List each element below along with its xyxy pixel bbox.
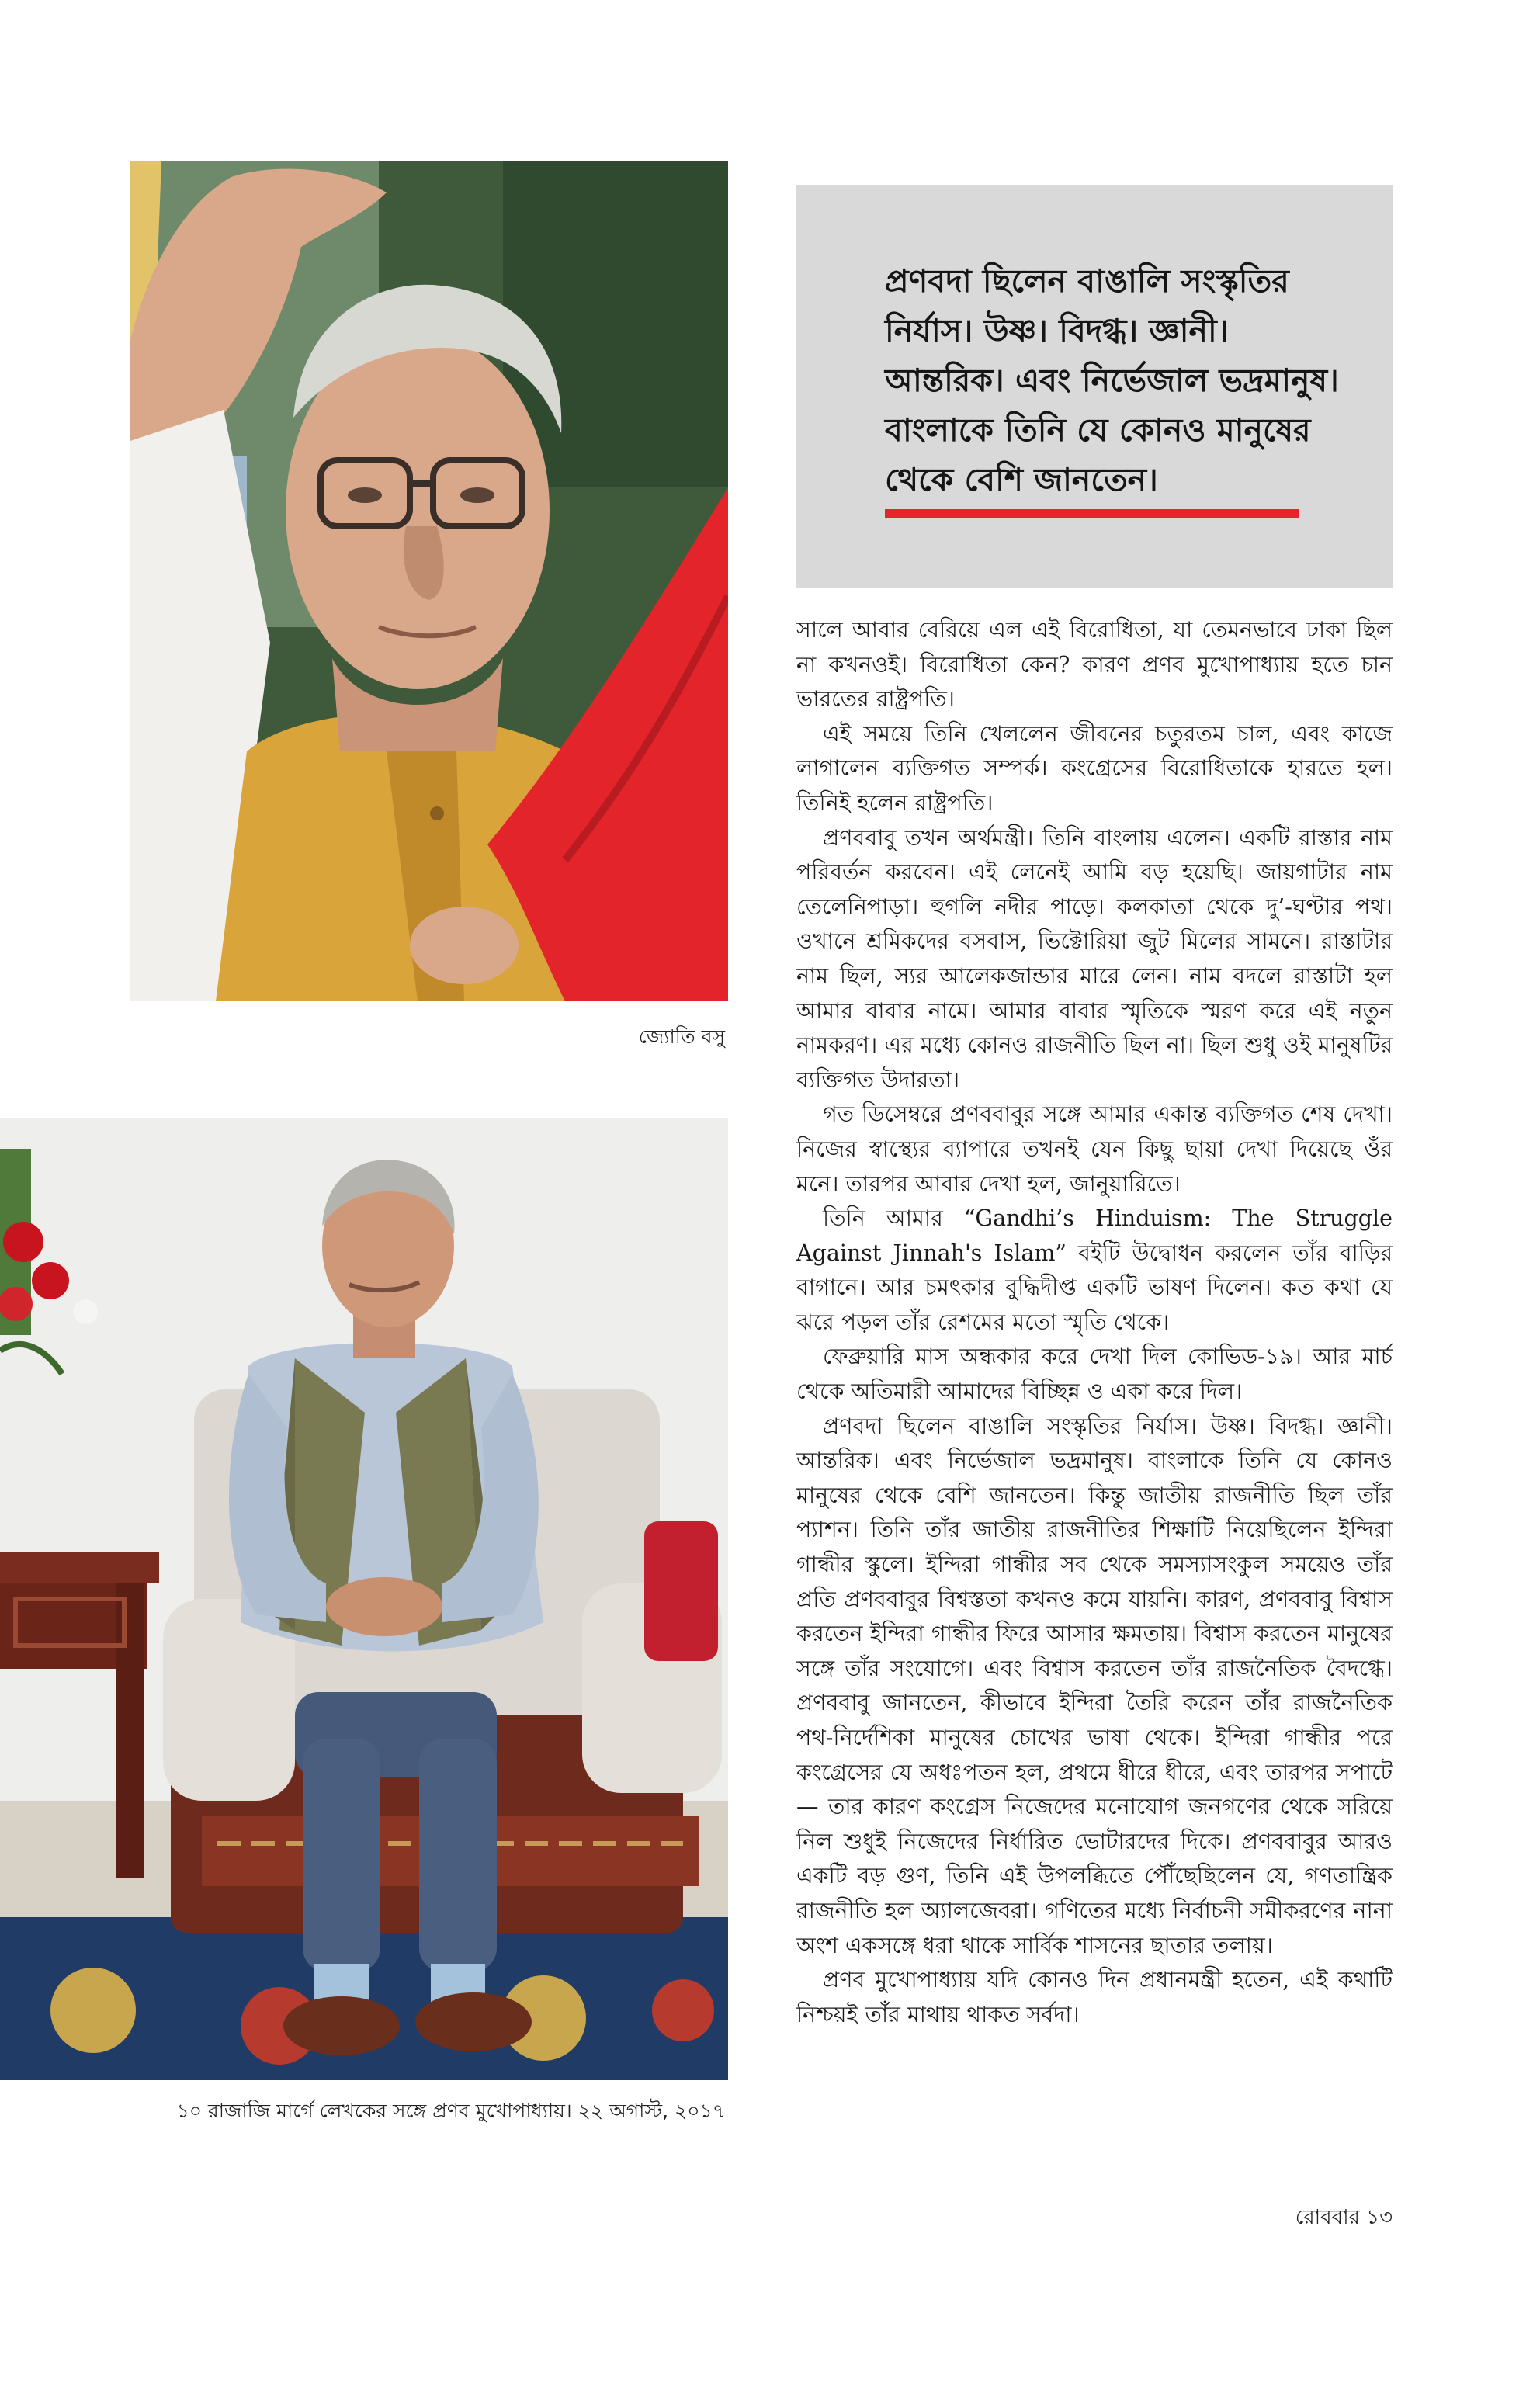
pull-quote-box xyxy=(796,185,1393,588)
portrait-photo xyxy=(130,161,728,1001)
article-paragraph: প্রণব মুখোপাধ্যায় যদি কোনও দিন প্রধানমন্ত্রী হতেন, এই কথাটি নিশ্চয়ই তাঁর মাথায় থাকত সর্বদা। xyxy=(796,1967,1393,2027)
page-footer-label: রোববার ১৩ xyxy=(1295,2206,1393,2229)
portrait-illustration xyxy=(130,161,728,1001)
article-paragraph: গত ডিসেম্বরে প্রণববাবুর সঙ্গে আমার একান্ত ব্যক্তিগত শেষ দেখা। নিজের স্বাস্থ্যের ব্যাপারে তখনই যেন কিছু ছায়া দেখা দিয়েছে ওঁর মনে। তারপর আবার দেখা হল, জানুয়ারিতে। xyxy=(796,1101,1393,1197)
article-paragraph: সালে আবার বেরিয়ে এল এই বিরোধিতা, যা তেমনভাবে ঢাকা ছিল না কখনওই। বিরোধিতা কেন? কারণ প্রণব মুখোপাধ্যায় হতে চান ভারতের রাষ্ট্রপতি। xyxy=(796,617,1393,713)
article-paragraph: প্রণববাবু তখন অর্থমন্ত্রী। তিনি বাংলায় এলেন। একটি রাস্তার নাম পরিবর্তন করবেন। এই লেনেই আমি বড় হয়েছি। জায়গাটার নাম তেলেনিপাড়া। হুগলি নদীর পাড়ে। কলকাতা থেকে দু’-ঘণ্টার পথ। ওখানে শ্রমিকদের বসবাস, ভিক্টোরিয়া জুট মিলের সামনে। রাস্তাটার নাম ছিল, স্যর আলেকজান্ডার মারে লেন। নাম বদলে রাস্তাটা হল আমার বাবার নামে। আমার বাবার স্মৃতিকে স্মরণ করে এই নতুন নামকরণ। এর মধ্যে কোনও রাজনীতি ছিল না। ছিল শুধু ওই মানুষটির ব্যক্তিগত উদারতা। xyxy=(796,824,1393,1093)
article-paragraph: তিনি আমার “Gandhi’s Hinduism: The Struggle Against Jinnah's Islam” বইটি উদ্বোধন করলেন তাঁর বাড়ির বাগানে। আর চমৎকার বুদ্ধিদীপ্ত একটি ভাষণ দিলেন। কত কথা যে ঝরে পড়ল তাঁর রেশমের মতো স্মৃতি থেকে। xyxy=(796,1205,1393,1335)
article-paragraph: ফেব্রুয়ারি মাস অন্ধকার করে দেখা দিল কোভিড-১৯। আর মার্চ থেকে অতিমারী আমাদের বিচ্ছিন্ন ও একা করে দিল। xyxy=(796,1344,1393,1405)
pull-quote-accent-rule xyxy=(885,509,1299,518)
seated-man-illustration xyxy=(0,1118,728,2080)
seated-photo-caption: ১০ রাজাজি মার্গে লেখকের সঙ্গে প্রণব মুখোপাধ্যায়। ২২ অগাস্ট, ২০১৭ xyxy=(176,2100,725,2122)
article-body xyxy=(796,613,1393,2032)
pull-quote-text: প্রণবদা ছিলেন বাঙালি সংস্কৃতির নির্যাস। উষ্ণ। বিদগ্ধ। জ্ঞানী। আন্তরিক। এবং নির্ভেজাল ভদ্রমানুষ। বাংলাকে তিনি যে কোনও মানুষের থেকে বেশি জানতেন। xyxy=(885,262,1339,498)
article-paragraph: প্রণবদা ছিলেন বাঙালি সংস্কৃতির নির্যাস। উষ্ণ। বিদগ্ধ। জ্ঞানী। আন্তরিক। এবং নির্ভেজাল ভদ্রমানুষ। বাংলাকে তিনি যে কোনও মানুষের থেকে বেশি জানতেন। কিন্তু জাতীয় রাজনীতি ছিল তাঁর প্যাশন। তিনি তাঁর জাতীয় রাজনীতির শিক্ষাটি নিয়েছিলেন ইন্দিরা গান্ধীর স্কুলে। ইন্দিরা গান্ধীর সব থেকে সমস্যাসংকুল সময়েও তাঁর প্রতি প্রণববাবুর বিশ্বস্ততা কখনও কমে যায়নি। কারণ, প্রণববাবু বিশ্বাস করতেন ইন্দিরা গান্ধীর ফিরে আসার ক্ষমতায়। বিশ্বাস করতেন মানুষের সঙ্গে তাঁর সংযোগে। এবং বিশ্বাস করতেন তাঁর রাজনৈতিক বৈদগ্ধে। প্রণববাবু জানতেন, কীভাবে ইন্দিরা তৈরি করেন তাঁর রাজনৈতিক পথ-নির্দেশিকা মানুষের চোখের ভাষা থেকে। ইন্দিরা গান্ধীর পরে কংগ্রেসের যে অধঃপতন হল, প্রথমে ধীরে ধীরে, এবং তারপর সপাটে— তার কারণ কংগ্রেস নিজেদের মনোযোগ জনগণের থেকে সরিয়ে নিল শুধুই নিজেদের নির্ধারিত ভোটারদের দিকে। প্রণববাবুর আরও একটি বড় গুণ, তিনি এই উপলব্ধিতে পৌঁছেছিলেন যে, গণতান্ত্রিক রাজনীতি হল অ্যালজেবরা। গণিতের মধ্যে নির্বাচনী সমীকরণের নানা অংশ একসঙ্গে ধরা থাকে সার্বিক শাসনের ছাতার তলায়। xyxy=(796,1413,1393,1958)
seated-man-photo xyxy=(0,1118,728,2080)
portrait-caption: জ্যোতি বসু xyxy=(638,1025,725,1048)
article-paragraph: এই সময়ে তিনি খেললেন জীবনের চতুরতম চাল, এবং কাজে লাগালেন ব্যক্তিগত সম্পর্ক। কংগ্রেসের বিরোধিতাকে হারতে হল। তিনিই হলেন রাষ্ট্রপতি। xyxy=(796,720,1393,816)
